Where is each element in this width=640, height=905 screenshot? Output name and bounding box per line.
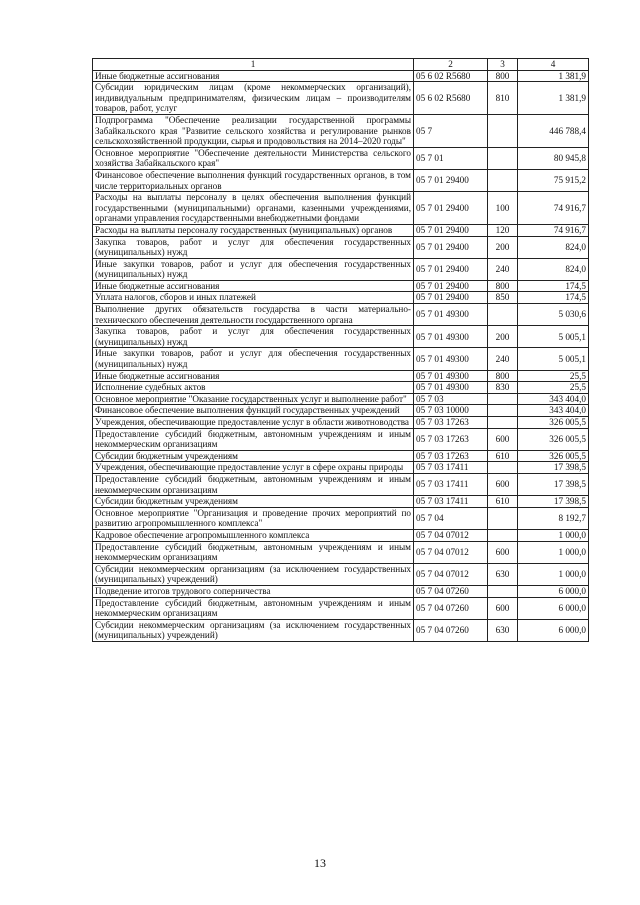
row-amount-cell: 75 915,2: [518, 169, 589, 191]
row-amount-cell: 343 404,0: [518, 405, 589, 417]
row-expense-type-cell: 600: [488, 473, 518, 495]
row-name-cell: Иные бюджетные ассигнования: [93, 280, 414, 292]
row-name-cell: Иные закупки товаров, работ и услуг для обеспечения государственных (муниципальных) нужд: [93, 348, 414, 370]
row-amount-cell: 824,0: [518, 236, 589, 258]
row-expense-type-cell: 850: [488, 292, 518, 304]
table-row: [93, 450, 589, 462]
row-amount-cell: 326 005,5: [518, 428, 589, 450]
row-expense-type-cell: 630: [488, 563, 518, 585]
row-name-cell: Иные закупки товаров, работ и услуг для обеспечения государственных (муниципальных) нужд: [93, 258, 414, 280]
row-name-cell: Подпрограмма "Обеспечение реализации государственной программы Забайкальского края "Развитие сельского хозяйства и регулирование рынков сельскохозяйственной продукции, сырья и продовольствия на 2014–2020 годы": [93, 114, 414, 147]
row-amount-cell: 74 916,7: [518, 224, 589, 236]
row-amount-cell: 17 398,5: [518, 462, 589, 474]
header-col-3: 3: [488, 59, 518, 71]
table-row: [93, 585, 589, 597]
row-amount-cell: 174,5: [518, 280, 589, 292]
table-header: [93, 59, 589, 71]
row-expense-type-cell: 120: [488, 224, 518, 236]
row-amount-cell: 17 398,5: [518, 496, 589, 508]
table-row: [93, 619, 589, 641]
row-expense-type-cell: 600: [488, 597, 518, 619]
row-amount-cell: 5 005,1: [518, 326, 589, 348]
row-target-code-cell: 05 7 01 49300: [414, 382, 488, 394]
row-target-code-cell: 05 7 03 17263: [414, 450, 488, 462]
table-row: [93, 563, 589, 585]
table-row: [93, 496, 589, 508]
page-number: 13: [314, 856, 326, 870]
row-name-cell: Субсидии юридическим лицам (кроме некоммерческих организаций), индивидуальным предпринимателям, физическим лицам – производителям товаров, работ, услуг: [93, 82, 414, 115]
row-amount-cell: 1 000,0: [518, 541, 589, 563]
row-expense-type-cell: 800: [488, 370, 518, 382]
table-row: [93, 326, 589, 348]
row-target-code-cell: 05 7 03 10000: [414, 405, 488, 417]
row-name-cell: Уплата налогов, сборов и иных платежей: [93, 292, 414, 304]
row-expense-type-cell: 100: [488, 192, 518, 225]
row-amount-cell: 74 916,7: [518, 192, 589, 225]
row-expense-type-cell: 610: [488, 450, 518, 462]
header-col-4: 4: [518, 59, 589, 71]
row-name-cell: Субсидии бюджетным учреждениям: [93, 496, 414, 508]
row-name-cell: Предоставление субсидий бюджетным, автономным учреждениям и иным некоммерческим организациям: [93, 473, 414, 495]
row-target-code-cell: 05 7 04 07260: [414, 585, 488, 597]
row-expense-type-cell: [488, 147, 518, 169]
row-amount-cell: 824,0: [518, 258, 589, 280]
table-row: [93, 304, 589, 326]
row-target-code-cell: 05 7 03 17411: [414, 462, 488, 474]
row-target-code-cell: 05 7 01 49300: [414, 370, 488, 382]
row-amount-cell: 1 381,9: [518, 70, 589, 82]
row-expense-type-cell: 800: [488, 280, 518, 292]
row-target-code-cell: 05 7 01 29400: [414, 292, 488, 304]
row-target-code-cell: 05 7 01 29400: [414, 258, 488, 280]
row-target-code-cell: 05 7 04 07260: [414, 619, 488, 641]
row-amount-cell: 5 030,6: [518, 304, 589, 326]
row-target-code-cell: 05 7 04 07012: [414, 563, 488, 585]
table-row: [93, 473, 589, 495]
row-name-cell: Закупка товаров, работ и услуг для обеспечения государственных (муниципальных) нужд: [93, 326, 414, 348]
row-name-cell: Субсидии некоммерческим организациям (за исключением государственных (муниципальных) учреждений): [93, 619, 414, 641]
table-row: [93, 292, 589, 304]
row-expense-type-cell: [488, 462, 518, 474]
row-name-cell: Субсидии бюджетным учреждениям: [93, 450, 414, 462]
table-row: [93, 169, 589, 191]
row-name-cell: Выполнение других обязательств государства в части материально-технического обеспечения деятельности государственного органа: [93, 304, 414, 326]
table-row: [93, 417, 589, 429]
table-row: [93, 405, 589, 417]
row-amount-cell: 80 945,8: [518, 147, 589, 169]
row-expense-type-cell: 830: [488, 382, 518, 394]
row-expense-type-cell: 200: [488, 326, 518, 348]
table-row: [93, 114, 589, 147]
row-expense-type-cell: 240: [488, 348, 518, 370]
row-name-cell: Финансовое обеспечение выполнения функций государственных органов, в том числе территориальных органов: [93, 169, 414, 191]
row-target-code-cell: 05 6 02 R5680: [414, 82, 488, 115]
row-amount-cell: 8 192,7: [518, 507, 589, 529]
row-name-cell: Расходы на выплаты персоналу государственных (муниципальных) органов: [93, 224, 414, 236]
row-expense-type-cell: [488, 304, 518, 326]
row-name-cell: Предоставление субсидий бюджетным, автономным учреждениям и иным некоммерческим организациям: [93, 541, 414, 563]
row-name-cell: Исполнение судебных актов: [93, 382, 414, 394]
row-target-code-cell: 05 7 01 49300: [414, 304, 488, 326]
row-target-code-cell: 05 7 04 07012: [414, 541, 488, 563]
row-name-cell: Кадровое обеспечение агропромышленного комплекса: [93, 529, 414, 541]
row-amount-cell: 6 000,0: [518, 619, 589, 641]
row-expense-type-cell: [488, 169, 518, 191]
row-amount-cell: 17 398,5: [518, 473, 589, 495]
row-target-code-cell: 05 7 01: [414, 147, 488, 169]
row-amount-cell: 1 000,0: [518, 563, 589, 585]
row-target-code-cell: 05 7 03 17263: [414, 417, 488, 429]
row-expense-type-cell: [488, 114, 518, 147]
row-name-cell: Учреждения, обеспечивающие предоставление услуг в сфере охраны природы: [93, 462, 414, 474]
table-row: [93, 541, 589, 563]
row-name-cell: Финансовое обеспечение выполнения функций государственных учреждений: [93, 405, 414, 417]
row-amount-cell: 343 404,0: [518, 393, 589, 405]
table-row: [93, 258, 589, 280]
row-amount-cell: 1 000,0: [518, 529, 589, 541]
row-target-code-cell: 05 7 01 49300: [414, 326, 488, 348]
row-name-cell: Иные бюджетные ассигнования: [93, 70, 414, 82]
row-amount-cell: 1 381,9: [518, 82, 589, 115]
row-name-cell: Расходы на выплаты персоналу в целях обеспечения выполнения функций государственными (муниципальными) органами, казенными учреждениями, органами управления государственными внебюджетными фондами: [93, 192, 414, 225]
row-name-cell: Предоставление субсидий бюджетным, автономным учреждениям и иным некоммерческим организациям: [93, 597, 414, 619]
table-row: [93, 370, 589, 382]
row-name-cell: Иные бюджетные ассигнования: [93, 370, 414, 382]
table-row: [93, 529, 589, 541]
row-target-code-cell: 05 6 02 R5680: [414, 70, 488, 82]
row-target-code-cell: 05 7: [414, 114, 488, 147]
row-name-cell: Закупка товаров, работ и услуг для обеспечения государственных (муниципальных) нужд: [93, 236, 414, 258]
row-amount-cell: 25,5: [518, 382, 589, 394]
row-amount-cell: 446 788,4: [518, 114, 589, 147]
table-row: [93, 462, 589, 474]
row-name-cell: Основное мероприятие "Обеспечение деятельности Министерства сельского хозяйства Забайкальского края": [93, 147, 414, 169]
header-row: [93, 59, 589, 71]
row-amount-cell: 326 005,5: [518, 450, 589, 462]
table-row: [93, 192, 589, 225]
row-name-cell: Основное мероприятие "Оказание государственных услуг и выполнение работ": [93, 393, 414, 405]
table-row: [93, 280, 589, 292]
row-target-code-cell: 05 7 03: [414, 393, 488, 405]
table-row: [93, 597, 589, 619]
row-target-code-cell: 05 7 04: [414, 507, 488, 529]
row-amount-cell: 174,5: [518, 292, 589, 304]
row-expense-type-cell: 600: [488, 541, 518, 563]
row-target-code-cell: 05 7 01 49300: [414, 348, 488, 370]
row-expense-type-cell: [488, 405, 518, 417]
row-expense-type-cell: 810: [488, 82, 518, 115]
row-target-code-cell: 05 7 01 29400: [414, 236, 488, 258]
table-row: [93, 348, 589, 370]
header-col-2: 2: [414, 59, 488, 71]
table-row: [93, 393, 589, 405]
row-amount-cell: 6 000,0: [518, 597, 589, 619]
row-expense-type-cell: [488, 585, 518, 597]
row-expense-type-cell: 800: [488, 70, 518, 82]
row-target-code-cell: 05 7 03 17411: [414, 473, 488, 495]
row-target-code-cell: 05 7 01 29400: [414, 192, 488, 225]
row-target-code-cell: 05 7 01 29400: [414, 280, 488, 292]
row-target-code-cell: 05 7 01 29400: [414, 224, 488, 236]
row-amount-cell: 326 005,5: [518, 417, 589, 429]
row-expense-type-cell: 610: [488, 496, 518, 508]
row-amount-cell: 6 000,0: [518, 585, 589, 597]
row-target-code-cell: 05 7 01 29400: [414, 169, 488, 191]
table-row: [93, 236, 589, 258]
table-row: [93, 224, 589, 236]
table-row: [93, 428, 589, 450]
table-row: [93, 82, 589, 115]
table-row: [93, 147, 589, 169]
row-target-code-cell: 05 7 04 07260: [414, 597, 488, 619]
table-row: [93, 507, 589, 529]
row-expense-type-cell: 200: [488, 236, 518, 258]
row-expense-type-cell: [488, 507, 518, 529]
table-row: [93, 70, 589, 82]
budget-table: [92, 58, 589, 642]
row-expense-type-cell: [488, 393, 518, 405]
row-expense-type-cell: 600: [488, 428, 518, 450]
row-expense-type-cell: 240: [488, 258, 518, 280]
row-target-code-cell: 05 7 03 17263: [414, 428, 488, 450]
row-expense-type-cell: [488, 417, 518, 429]
row-name-cell: Предоставление субсидий бюджетным, автономным учреждениям и иным некоммерческим организациям: [93, 428, 414, 450]
row-name-cell: Учреждения, обеспечивающие предоставление услуг в области животноводства: [93, 417, 414, 429]
row-name-cell: Субсидии некоммерческим организациям (за исключением государственных (муниципальных) учреждений): [93, 563, 414, 585]
row-amount-cell: 5 005,1: [518, 348, 589, 370]
row-expense-type-cell: [488, 529, 518, 541]
table-row: [93, 382, 589, 394]
table-body: [93, 70, 589, 641]
row-expense-type-cell: 630: [488, 619, 518, 641]
row-target-code-cell: 05 7 04 07012: [414, 529, 488, 541]
row-name-cell: Основное мероприятие "Организация и проведение прочих мероприятий по развитию агропромышленного комплекса": [93, 507, 414, 529]
row-amount-cell: 25,5: [518, 370, 589, 382]
header-col-1: 1: [93, 59, 414, 71]
row-target-code-cell: 05 7 03 17411: [414, 496, 488, 508]
row-name-cell: Подведение итогов трудового соперничества: [93, 585, 414, 597]
